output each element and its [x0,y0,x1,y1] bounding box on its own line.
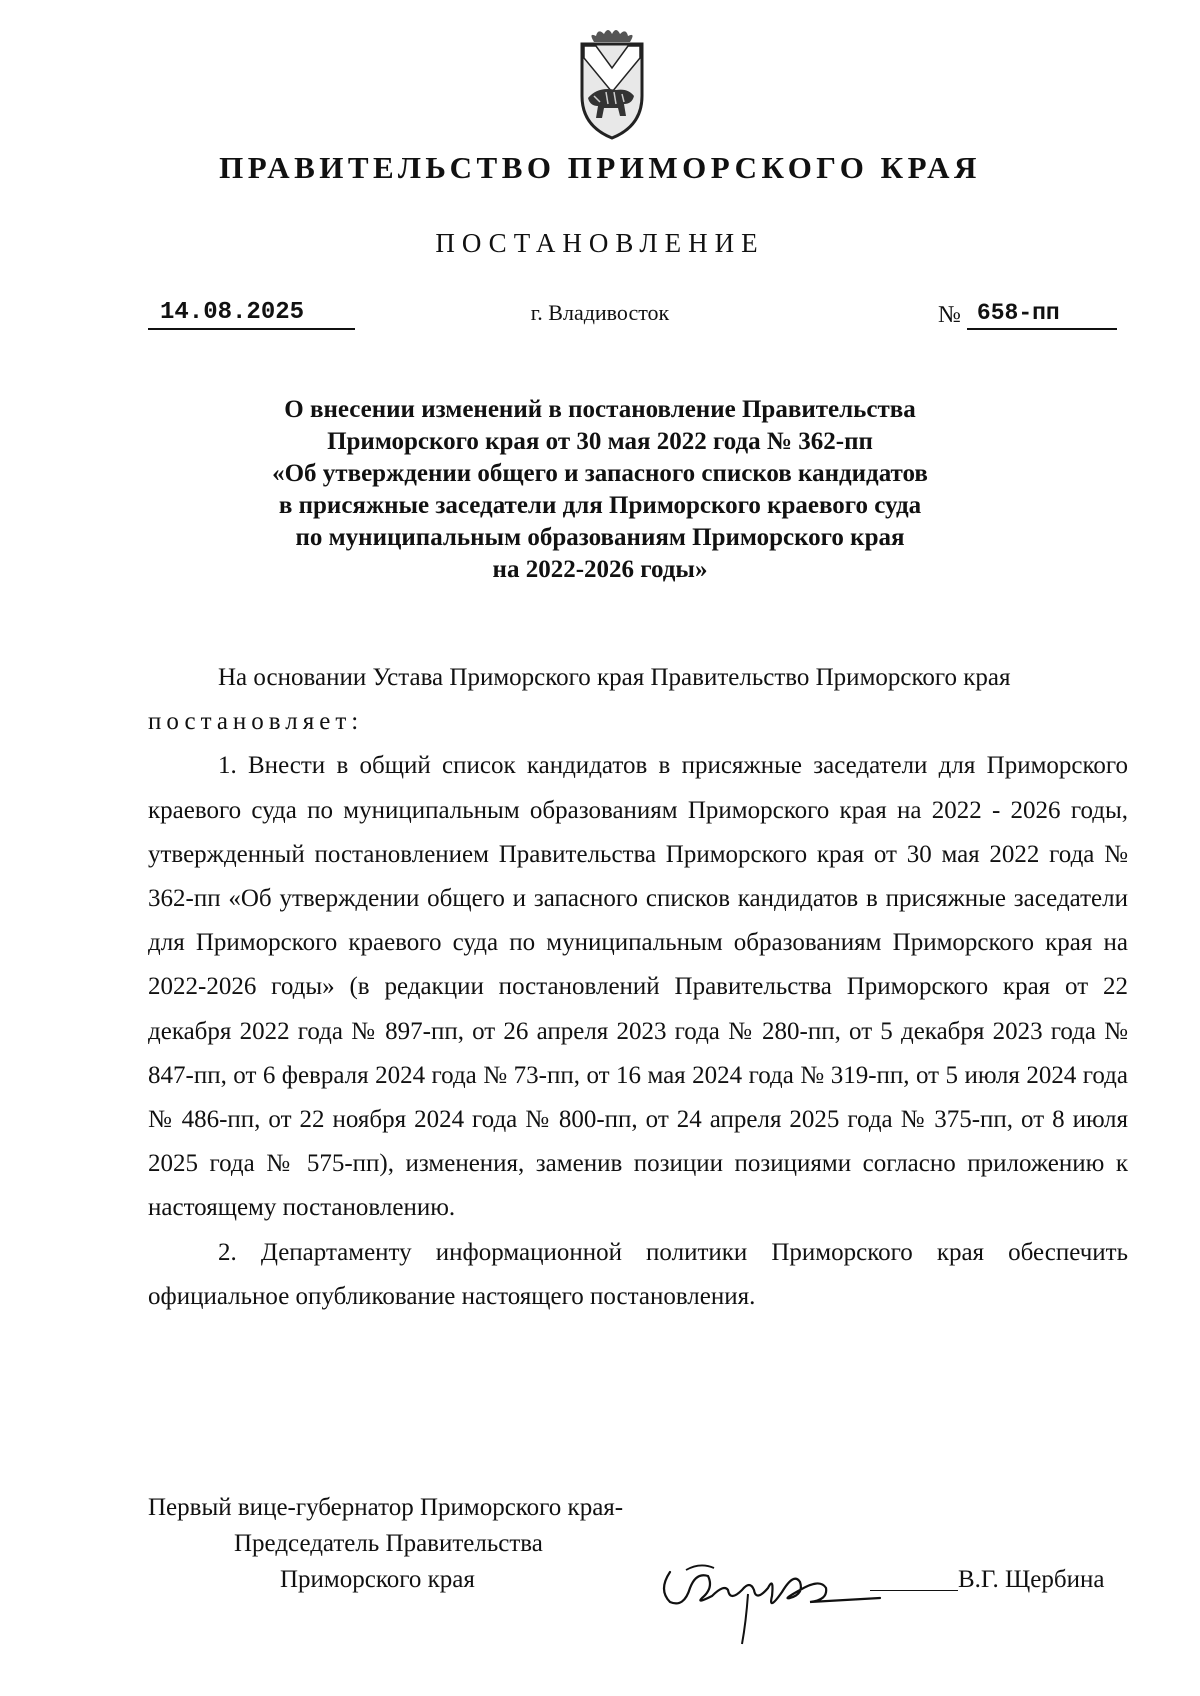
position-line: Приморского края [280,1566,475,1593]
coat-of-arms-icon [572,28,652,142]
number-sign: № [938,302,961,328]
document-city: г. Владивосток [530,300,670,325]
intro-paragraph: На основании Устава Приморского края Правительство Приморского края [218,664,1011,691]
resolves-word: постановляет: [148,708,364,736]
position-line: Председатель Правительства [234,1530,543,1557]
document-number: 658-пп [967,298,1117,330]
document-number-field [938,298,1117,330]
handwritten-signature [650,1532,890,1652]
government-title: ПРАВИТЕЛЬСТВО ПРИМОРСКОГО КРАЯ [219,150,981,185]
document-type: ПОСТАНОВЛЕНИЕ [435,228,765,258]
document-heading [150,394,1050,586]
heading-line: в присяжные заседатели для Приморского краевого суда [278,492,922,519]
document-body [148,656,1128,1319]
heading-line: О внесении изменений в постановление Правительства [284,396,916,423]
heading-line: «Об утверждении общего и запасного списков кандидатов [272,460,928,487]
signatory-name: В.Г. Щербина [958,1566,1105,1593]
heading-line: Приморского края от 30 мая 2022 года № 362-пп [327,428,873,455]
position-line: Первый вице-губернатор Приморского края- [148,1494,624,1521]
signatory-position [148,1490,623,1598]
item-2: 2. Департаменту информационной политики Приморского края обеспечить официальное опубликование настоящего постановления. [148,1238,1128,1310]
heading-line: на 2022-2026 годы» [492,556,708,583]
heading-line: по муниципальным образованиям Приморского края [295,524,905,551]
signature-line [870,1590,958,1591]
item-1: 1. Внести в общий список кандидатов в присяжные заседатели для Приморского краевого суда по муниципальным образованиям Приморского края на 2022 - 2026 годы, утвержденный постановлением Правительства Приморского края от 30 мая 2022 года № 362-пп «Об утверждении общего и запасного списков кандидатов в присяжные заседатели для Приморского краевого суда по муниципальным образованиям Приморского края на 2022-2026 годы» (в редакции постановлений Правительства Приморского края от 22 декабря 2022 года № 897-пп, от 26 апреля 2023 года № 280-пп, от 5 декабря 2023 года № 847-пп, от 6 февраля 2024 года № 73-пп, от 16 мая 2024 года № 319-пп, от 5 июля 2024 года № 486-пп, от 22 ноября 2024 года № 800-пп, от 24 апреля 2025 года № 375-пп, от 8 июля 2025 года № 575-пп), изменения, заменив позиции позициями согласно приложению к настоящему постановлению. [148,752,1128,1222]
document-date: 14.08.2025 [148,298,355,330]
